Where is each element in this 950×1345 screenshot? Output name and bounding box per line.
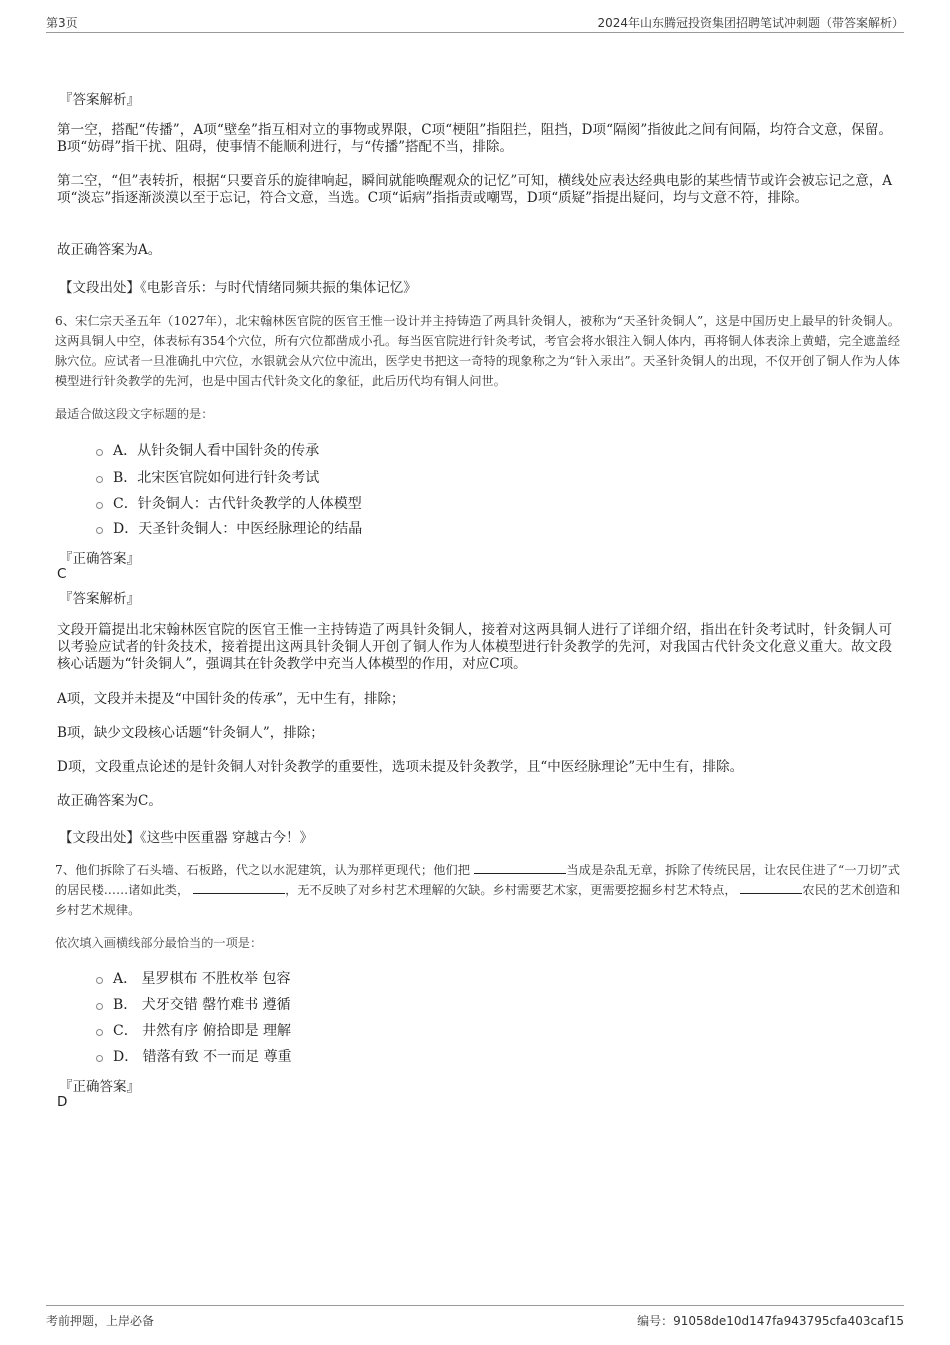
- option-label: C．针灸铜人：古代针灸教学的人体模型: [113, 496, 362, 512]
- page-header: [46, 12, 904, 33]
- q5-analysis-label: 『答案解析』: [59, 92, 140, 108]
- q7-option-d[interactable]: [96, 1046, 292, 1066]
- q6-analysis-p4: [57, 759, 892, 776]
- option-label: D． 错落有致 不一而足 尊重: [113, 1049, 292, 1065]
- q7-stem-part3: ，无不反映了对乡村艺术理解的欠缺。乡村需要艺术家，更需要挖掘乡村艺术特点，: [285, 883, 737, 897]
- paragraph: 文段开篇提出北宋翰林医官院的医官王惟一主持铸造了两具针灸铜人，接着对这两具铜人进行了详细介绍，指出在针灸考试时，针灸铜人可以考验应试者的针灸技术，接着提出这两具针灸铜人开创了铜人作为人体模型进行针灸教学的先河，对我国古代针灸文化意义重大。故文段核心话题为“针灸铜人”，强调其在针灸教学中充当人体模型的作用，对应C项。: [57, 622, 892, 672]
- radio-icon[interactable]: [96, 502, 103, 509]
- fill-blank-2: [193, 880, 285, 894]
- radio-icon[interactable]: [96, 449, 103, 456]
- q7-question: 依次填入画横线部分最恰当的一项是：: [55, 936, 263, 950]
- q5-analysis-p2: [57, 173, 892, 207]
- q7-option-b[interactable]: [96, 994, 291, 1014]
- paragraph: 故正确答案为A。: [57, 242, 162, 258]
- radio-icon[interactable]: [96, 1029, 103, 1036]
- option-label: C． 井然有序 俯拾即是 理解: [113, 1023, 292, 1039]
- document-code: 编号：91058de10d147fa943795cfa403caf15: [637, 1314, 904, 1328]
- q7-option-c[interactable]: [96, 1020, 291, 1040]
- q6-option-d[interactable]: [96, 518, 362, 538]
- paragraph: B项，缺少文段核心话题“针灸铜人”，排除；: [57, 725, 324, 741]
- q5-conclusion: [57, 242, 892, 259]
- q6-analysis-p1: [57, 622, 892, 673]
- q5-source: 【文段出处】《电影音乐：与时代情绪同频共振的集体记忆》: [59, 280, 417, 296]
- paragraph: 故正确答案为C。: [57, 793, 162, 809]
- q6-conclusion: [57, 793, 892, 810]
- q7-answer-label: 『正确答案』: [59, 1079, 140, 1095]
- paragraph: 第二空，“但”表转折，根据“只要音乐的旋律响起，瞬间就能唤醒观众的记忆”可知，横线处应表达经典电影的某些情节或许会被忘记之意，A项“淡忘”指逐渐淡漠以至于忘记，符合文意，当选。C项“诟病”指指责或嘲骂，D项“质疑”指提出疑问，均与文意不符，排除。: [57, 173, 892, 206]
- q6-option-b[interactable]: [96, 467, 319, 487]
- q7-stem: [55, 860, 900, 920]
- q6-analysis-p3: [57, 725, 892, 742]
- q6-source: 【文段出处】《这些中医重器 穿越古今！》: [59, 830, 314, 846]
- q7-stem-part1: 7、他们拆除了石头墙、石板路，代之以水泥建筑，认为那样更现代；他们把: [55, 863, 471, 877]
- option-label: B． 犬牙交错 罄竹难书 遵循: [113, 997, 291, 1013]
- q6-analysis-label: 『答案解析』: [59, 591, 140, 607]
- q6-analysis-p2: [57, 691, 892, 708]
- fill-blank-3: [740, 880, 802, 894]
- q7-stem-part2: 当成是杂乱无章，拆除了传统民居，让农民住进了“一刀切”式的居民楼……诸如此类，: [55, 863, 900, 897]
- option-label: B．北宋医官院如何进行针灸考试: [113, 470, 320, 486]
- radio-icon[interactable]: [96, 1055, 103, 1062]
- q7-stem-part4: 农民的艺术创造和乡村艺术规律。: [55, 883, 901, 917]
- radio-icon[interactable]: [96, 977, 103, 984]
- radio-icon[interactable]: [96, 1003, 103, 1010]
- q6-answer: C: [57, 566, 67, 582]
- q6-option-a[interactable]: [96, 440, 319, 460]
- footer-slogan: 考前押题，上岸必备: [46, 1314, 155, 1328]
- q7-option-a[interactable]: [96, 968, 290, 988]
- paragraph: 第一空，搭配“传播”，A项“壁垒”指互相对立的事物或界限，C项“梗阻”指阻拦，阻挡，D项“隔阂”指彼此之间有间隔，均符合文意，保留。B项“妨碍”指干扰、阻碍，使事情不能顺利进行，与“传播”搭配不当，排除。: [57, 122, 892, 155]
- page-footer: [46, 1305, 904, 1326]
- fill-blank-1: [474, 860, 566, 874]
- paragraph: A项，文段并未提及“中国针灸的传承”，无中生有，排除；: [57, 691, 405, 707]
- radio-icon[interactable]: [96, 527, 103, 534]
- option-label: A．从针灸铜人看中国针灸的传承: [113, 443, 320, 459]
- q5-analysis-p1: [57, 122, 892, 156]
- document-title: 2024年山东腾冠投资集团招聘笔试冲刺题（带答案解析）: [597, 16, 904, 30]
- q6-option-c[interactable]: [96, 493, 362, 513]
- option-label: D．天圣针灸铜人：中医经脉理论的结晶: [113, 521, 363, 537]
- page-number: 第3页: [46, 16, 78, 30]
- q7-answer: D: [57, 1094, 68, 1110]
- q6-question: 最适合做这段文字标题的是：: [55, 407, 214, 421]
- q6-stem: 6、宋仁宗天圣五年（1027年），北宋翰林医官院的医官王惟一设计并主持铸造了两具针灸铜人，被称为“天圣针灸铜人”，这是中国历史上最早的针灸铜人。这两具铜人中空，体表标有354个穴位，所有穴位都凿成小孔。每当医官院进行针灸考试，考官会将水银注入铜人体内，再将铜人体表涂上黄蜡，完全遮盖经脉穴位。应试者一旦准确扎中穴位，水银就会从穴位中流出，医学史书把这一奇特的现象称之为“针入汞出”。天圣针灸铜人的出现，不仅开创了铜人作为人体模型进行针灸教学的先河，也是中国古代针灸文化的象征，此后历代均有铜人问世。: [55, 314, 900, 388]
- paragraph: D项，文段重点论述的是针灸铜人对针灸教学的重要性，选项未提及针灸教学，且“中医经脉理论”无中生有，排除。: [57, 759, 744, 775]
- radio-icon[interactable]: [96, 476, 103, 483]
- option-label: A． 星罗棋布 不胜枚举 包容: [113, 971, 291, 987]
- q6-answer-label: 『正确答案』: [59, 551, 140, 567]
